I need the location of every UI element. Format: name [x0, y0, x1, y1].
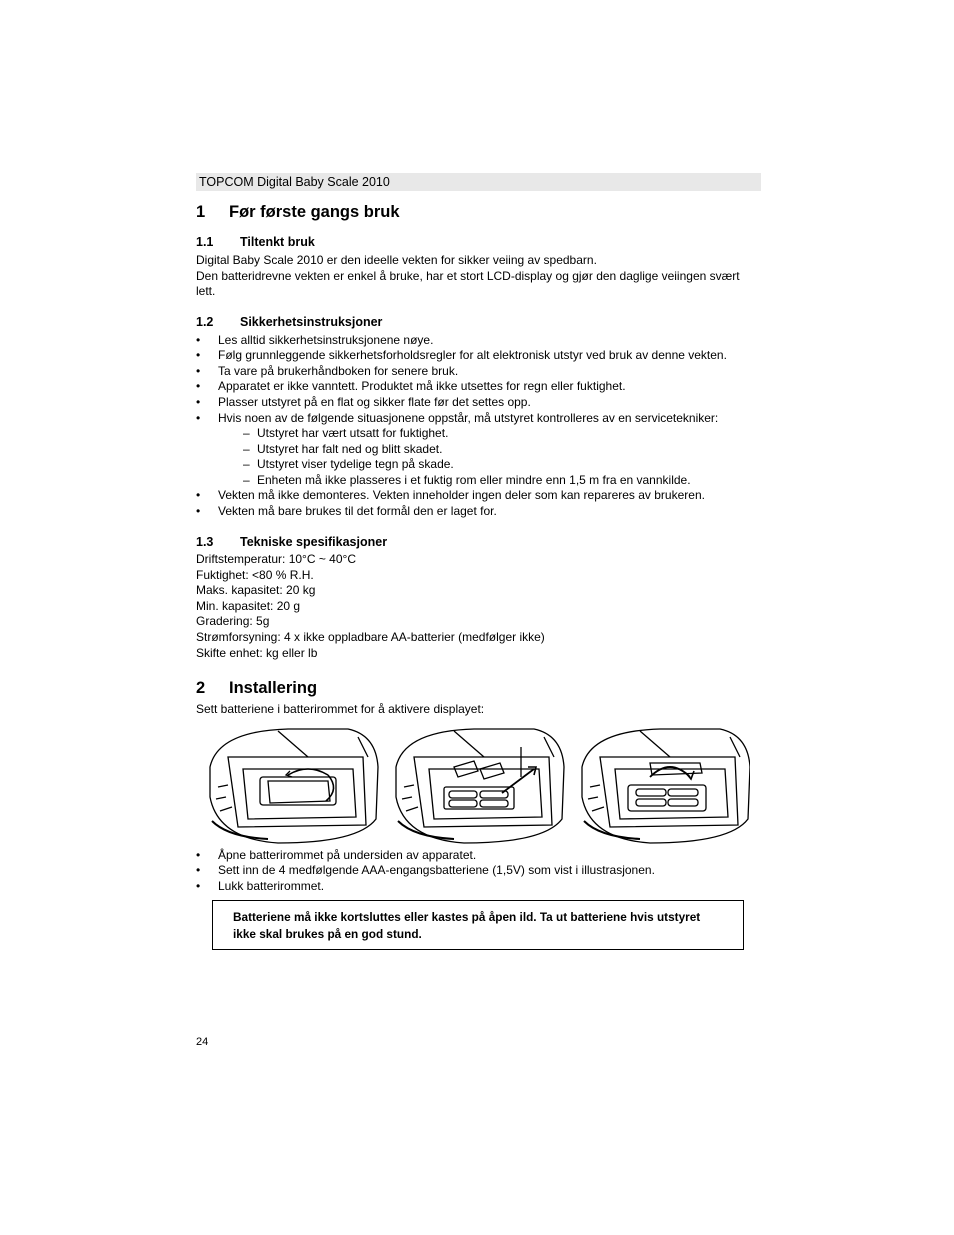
sub-list-item: – Utstyret viser tydelige tegn på skade.	[243, 457, 454, 471]
spec-line: Strømforsyning: 4 x ikke oppladbare AA-batterier (medfølger ikke)	[196, 629, 545, 644]
subsection-title: Tekniske spesifikasjoner	[240, 535, 388, 549]
spec-line: Maks. kapasitet: 20 kg	[196, 583, 316, 598]
section-title: Installering	[229, 679, 318, 697]
section-1-heading	[196, 203, 400, 222]
section-1-1-heading	[196, 235, 315, 249]
subsection-number: 1.1	[196, 235, 214, 249]
paragraph-intended-use	[196, 253, 761, 300]
battery-installation-illustrations	[208, 727, 750, 845]
section-title: Før første gangs bruk	[229, 203, 400, 221]
page-number: 24	[196, 1036, 209, 1048]
installation-intro: Sett batteriene i batterirommet for å aktivere displayet:	[196, 702, 485, 716]
document-header: TOPCOM Digital Baby Scale 2010	[196, 173, 761, 191]
spec-line: Fuktighet: <80 % R.H.	[196, 567, 314, 582]
sub-list-item: – Utstyret har vært utsatt for fuktighet.	[243, 426, 449, 440]
subsection-number: 1.3	[196, 535, 214, 549]
illustration-close-compartment	[582, 729, 750, 843]
sub-list-item: – Enheten må ikke plasseres i et fuktig rom eller mindre enn 1,5 m fra en vannkilde.	[243, 473, 691, 487]
spec-line: Skifte enhet: kg eller lb	[196, 645, 318, 660]
section-number: 1	[196, 203, 206, 221]
text-line: lett.	[196, 284, 216, 299]
sub-list-item: – Utstyret har falt ned og blitt skadet.	[243, 442, 443, 456]
section-2-heading	[196, 679, 317, 698]
section-number: 2	[196, 679, 206, 697]
spec-list	[196, 552, 545, 661]
section-1-2-heading	[196, 315, 382, 329]
subsection-title: Sikkerhetsinstruksjoner	[240, 315, 383, 329]
illustration-open-compartment	[210, 729, 378, 843]
text-line: Den batteridrevne vekten er enkel å bruke, har et stort LCD-display og gjør den daglige veiingen svært	[196, 268, 740, 283]
spec-line: Driftstemperatur: 10°C ~ 40°C	[196, 552, 356, 566]
warning-box	[212, 900, 744, 950]
section-1-3-heading	[196, 535, 387, 549]
warning-text: Batteriene må ikke kortsluttes eller kastes på åpen ild. Ta ut batteriene hvis utstyret	[233, 910, 701, 924]
spec-line: Min. kapasitet: 20 g	[196, 598, 301, 613]
subsection-number: 1.2	[196, 315, 214, 329]
illustration-insert-batteries	[396, 729, 564, 843]
text-line: Digital Baby Scale 2010 er den ideelle vekten for sikker veiing av spedbarn.	[196, 253, 597, 267]
spec-line: Gradering: 5g	[196, 614, 270, 629]
subsection-title: Tiltenkt bruk	[240, 235, 315, 249]
warning-text: ikke skal brukes på en god stund.	[233, 926, 422, 941]
